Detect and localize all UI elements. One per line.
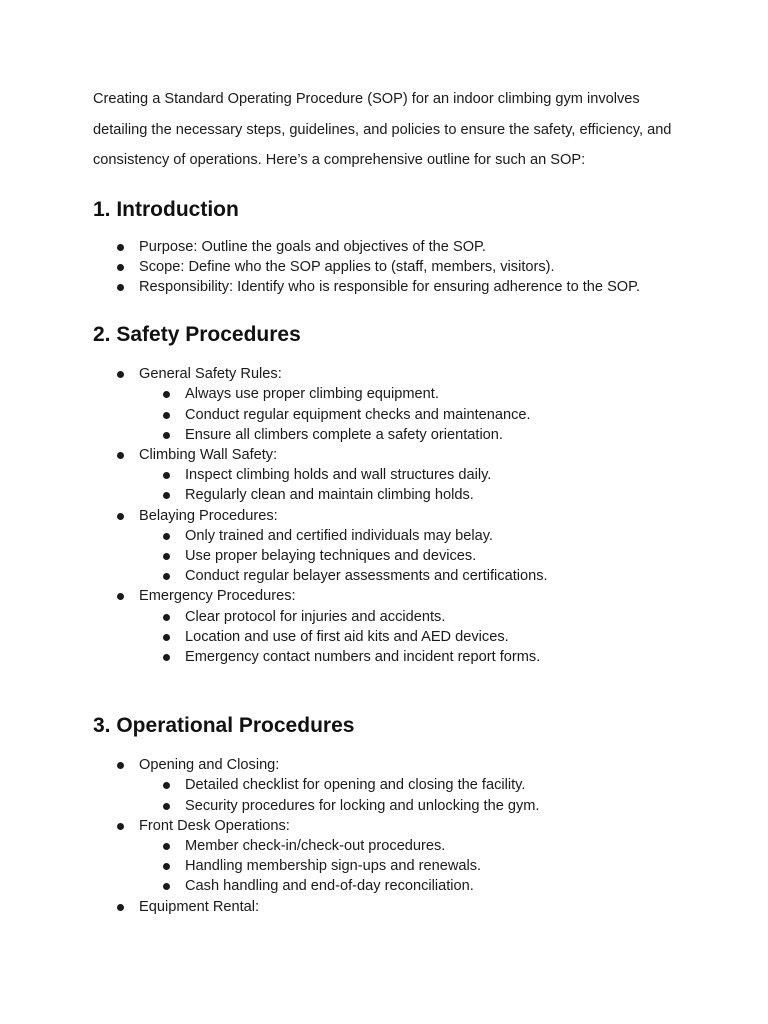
list-item: Equipment Rental:	[93, 897, 693, 917]
bullet-icon	[117, 823, 124, 830]
sub-list-item: Always use proper climbing equipment.	[139, 384, 693, 404]
list-item: Emergency Procedures: Clear protocol for injuries and accidents. Location and use of first aid kits and AED devices. Emergency contact numbers and incident report forms.	[93, 586, 693, 667]
bullet-icon	[163, 634, 170, 641]
list-item: Purpose: Outline the goals and objectives of the SOP.	[93, 237, 693, 257]
bullet-icon	[163, 391, 170, 398]
sub-list-item: Regularly clean and maintain climbing holds.	[139, 485, 693, 505]
sub-list	[139, 465, 693, 505]
bullet-icon	[163, 843, 170, 850]
sub-list-item: Use proper belaying techniques and devices.	[139, 546, 693, 566]
bullet-icon	[163, 573, 170, 580]
sub-list-item: Detailed checklist for opening and closing the facility.	[139, 775, 693, 795]
list-item: Front Desk Operations: Member check-in/check-out procedures. Handling membership sign-ups and renewals. Cash handling and end-of-day reconciliation.	[93, 816, 693, 897]
sub-list-item: Conduct regular equipment checks and maintenance.	[139, 405, 693, 425]
sub-list	[139, 384, 693, 445]
bullet-icon	[163, 803, 170, 810]
bullet-icon	[163, 654, 170, 661]
section-heading-operational-procedures: 3. Operational Procedures	[93, 714, 355, 738]
bullet-icon	[163, 614, 170, 621]
bullet-icon	[163, 782, 170, 789]
section-heading-safety-procedures: 2. Safety Procedures	[93, 323, 301, 347]
bullet-icon	[117, 513, 124, 520]
sub-list-item: Inspect climbing holds and wall structures daily.	[139, 465, 693, 485]
bullet-icon	[117, 452, 124, 459]
bullet-icon	[163, 432, 170, 439]
sub-list	[139, 607, 693, 668]
bullet-icon	[163, 863, 170, 870]
introduction-list	[93, 237, 693, 298]
bullet-icon	[117, 762, 124, 769]
document-page	[93, 84, 693, 917]
list-item: Climbing Wall Safety: Inspect climbing holds and wall structures daily. Regularly clean and maintain climbing holds.	[93, 445, 693, 506]
bullet-icon	[163, 412, 170, 419]
sub-list-item: Only trained and certified individuals may belay.	[139, 526, 693, 546]
list-item: Scope: Define who the SOP applies to (staff, members, visitors).	[93, 257, 693, 277]
bullet-icon	[163, 533, 170, 540]
safety-procedures-list	[93, 364, 693, 667]
sub-list	[139, 775, 693, 815]
list-item: Belaying Procedures: Only trained and certified individuals may belay. Use proper belaying techniques and devices. Conduct regular belayer assessments and certifications.	[93, 506, 693, 587]
section-heading-introduction: 1. Introduction	[93, 197, 239, 221]
sub-list-item: Cash handling and end-of-day reconciliation.	[139, 876, 693, 896]
sub-list-item: Emergency contact numbers and incident report forms.	[139, 647, 693, 667]
sub-list	[139, 526, 693, 587]
bullet-icon	[117, 284, 124, 291]
sub-list	[139, 836, 693, 897]
sub-list-item: Clear protocol for injuries and accidents.	[139, 607, 693, 627]
bullet-icon	[163, 553, 170, 560]
sub-list-item: Member check-in/check-out procedures.	[139, 836, 693, 856]
sub-list-item: Conduct regular belayer assessments and certifications.	[139, 566, 693, 586]
bullet-icon	[117, 371, 124, 378]
list-item: General Safety Rules: Always use proper climbing equipment. Conduct regular equipment checks and maintenance. Ensure all climbers complete a safety orientation.	[93, 364, 693, 445]
sub-list-item: Security procedures for locking and unlocking the gym.	[139, 796, 693, 816]
bullet-icon	[117, 904, 124, 911]
bullet-icon	[117, 244, 124, 251]
list-item: Responsibility: Identify who is responsible for ensuring adherence to the SOP.	[93, 277, 693, 297]
bullet-icon	[163, 492, 170, 499]
operational-procedures-list	[93, 755, 693, 917]
bullet-icon	[163, 472, 170, 479]
sub-list-item: Handling membership sign-ups and renewals.	[139, 856, 693, 876]
bullet-icon	[163, 883, 170, 890]
bullet-icon	[117, 593, 124, 600]
list-item: Opening and Closing: Detailed checklist for opening and closing the facility. Security procedures for locking and unlocking the gym.	[93, 755, 693, 816]
intro-paragraph: Creating a Standard Operating Procedure (SOP) for an indoor climbing gym involves detailing the necessary steps, guidelines, and policies to ensure the safety, efficiency, and consistency of operations. Here’s a comprehensive outline for such an SOP:	[93, 91, 672, 168]
sub-list-item: Location and use of first aid kits and AED devices.	[139, 627, 693, 647]
bullet-icon	[117, 264, 124, 271]
sub-list-item: Ensure all climbers complete a safety orientation.	[139, 425, 693, 445]
